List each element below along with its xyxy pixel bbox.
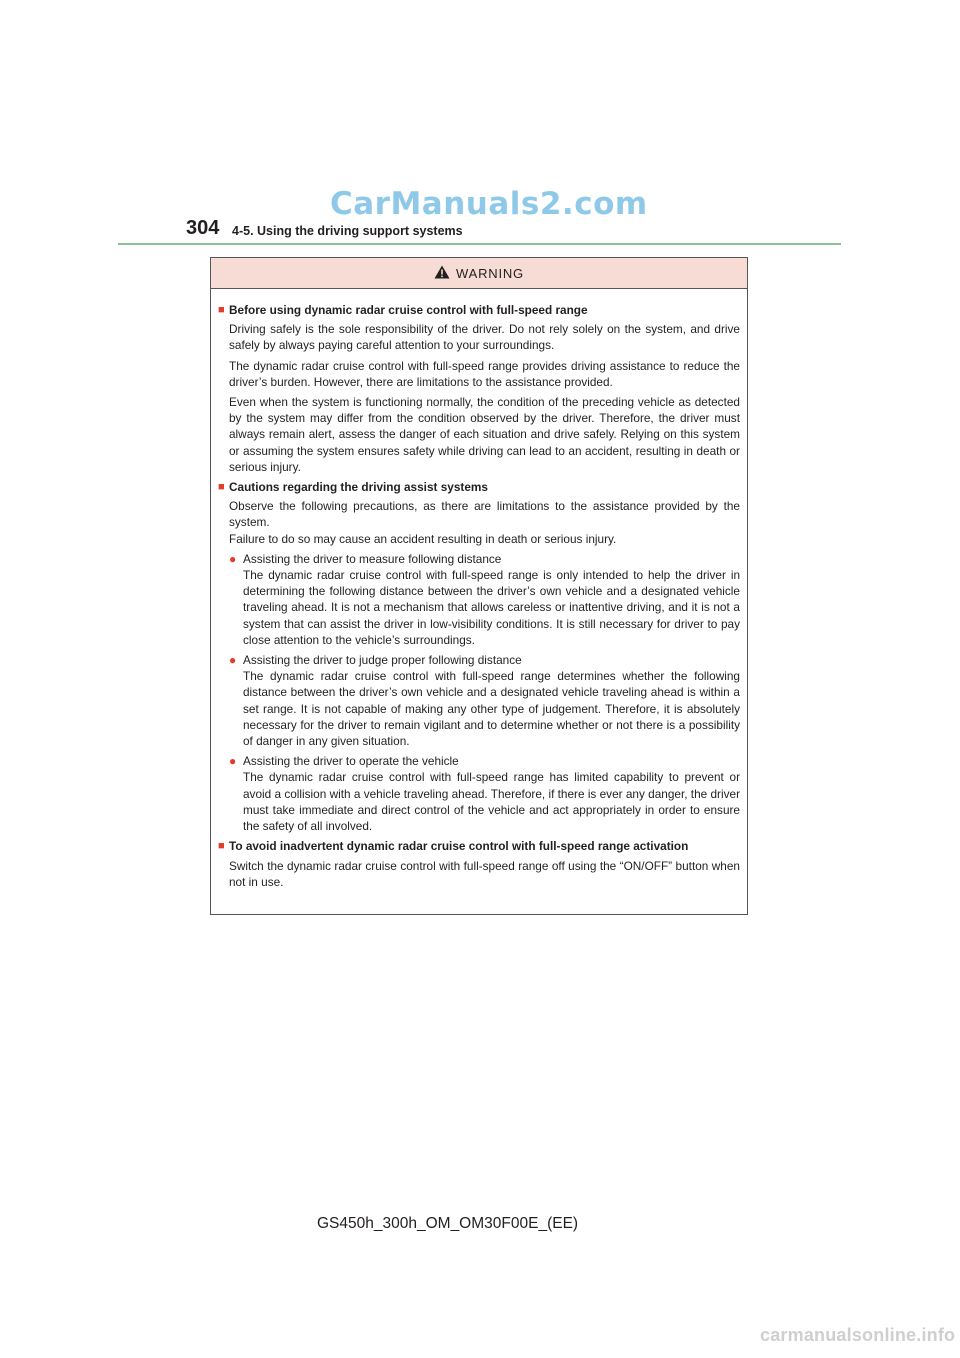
watermark-logo-top: CarManuals2.com [330,186,648,222]
bullet-title: Assisting the driver to operate the vehicle [243,754,459,769]
bullet-text: The dynamic radar cruise control with full-speed range determines whether the following distance between the driver’s own vehicle and a designated vehicle traveling ahead is within a set range. It is not capable of making any other type of judgement. Therefore, it is absolutely necessary for the driver to remain vigilant and to determine whether or not there is a possibility of danger in any given situation. [243,669,740,749]
page-number: 304 [186,217,220,239]
round-bullet-icon: ● [229,754,237,769]
warning-title: WARNING [456,265,524,281]
document-code: GS450h_300h_OM_OM30F00E_(EE) [317,1215,579,1232]
bullet-text: The dynamic radar cruise control with full-speed range is only intended to help the driver in determining the following distance between the driver’s own vehicle and a designated vehicle traveling ahead. It is not a mechanism that allows careless or inattentive driving, and it is not a system that can assist the driver in low-visibility conditions. It is still necessary for driver to pay close attention to the vehicle’s surroundings. [243,568,740,647]
paragraph: Driving safely is the sole responsibility of the driver. Do not rely solely on the system, and drive safely by always paying careful attention to your surroundings. [229,322,740,353]
paragraph: Even when the system is functioning normally, the condition of the preceding vehicle as detected by the system may differ from the condition observed by the driver. Therefore, the driver must always remain alert, assess the danger of each situation and drive safely. Relying on this system or assuming the system ensures safety while driving can lead to an accident, resulting in death or serious injury. [229,395,740,474]
square-bullet-icon: ■ [218,481,225,494]
section-heading-text: Before using dynamic radar cruise control with full-speed range [229,303,588,317]
header-divider [118,243,841,245]
bullet-text: The dynamic radar cruise control with full-speed range has limited capability to prevent or avoid a collision with a vehicle traveling ahead. Therefore, if there is ever any danger, the driver must take immediate and direct control of the vehicle and act appropriately in order to ensure the safety of all involved. [243,770,740,834]
warning-body [211,289,747,890]
section-heading-text: To avoid inadvertent dynamic radar cruise control with full-speed range activation [229,839,689,854]
list-item [229,753,740,834]
warning-header [211,258,747,289]
round-bullet-icon: ● [229,551,237,566]
square-bullet-icon: ■ [218,304,225,316]
paragraph: The dynamic radar cruise control with full-speed range provides driving assistance to reduce the driver’s burden. However, there are limitations to the assistance provided. [229,358,740,389]
warning-section-title [218,302,740,318]
paragraph: Failure to do so may cause an accident resulting in death or serious injury. [229,531,617,546]
warning-section-title [218,479,740,495]
section-heading-text: Cautions regarding the driving assist systems [229,480,488,495]
round-bullet-icon: ● [229,653,237,668]
warning-triangle-icon [434,265,450,279]
square-bullet-icon: ■ [218,840,225,853]
section-title: 4-5. Using the driving support systems [232,224,463,238]
paragraph: Observe the following precautions, as there are limitations to the assistance provided by the system. [229,499,740,530]
list-item [229,551,740,648]
warning-box [210,257,748,915]
list-item [229,652,740,749]
bullet-title: Assisting the driver to judge proper following distance [243,653,522,668]
paragraph: Switch the dynamic radar cruise control with full-speed range off using the “ON/OFF” button when not in use. [229,858,740,889]
watermark-logo-bottom: carmanualsonline.info [760,1325,956,1345]
warning-section-title [218,838,740,854]
bullet-title: Assisting the driver to measure following distance [243,551,502,566]
